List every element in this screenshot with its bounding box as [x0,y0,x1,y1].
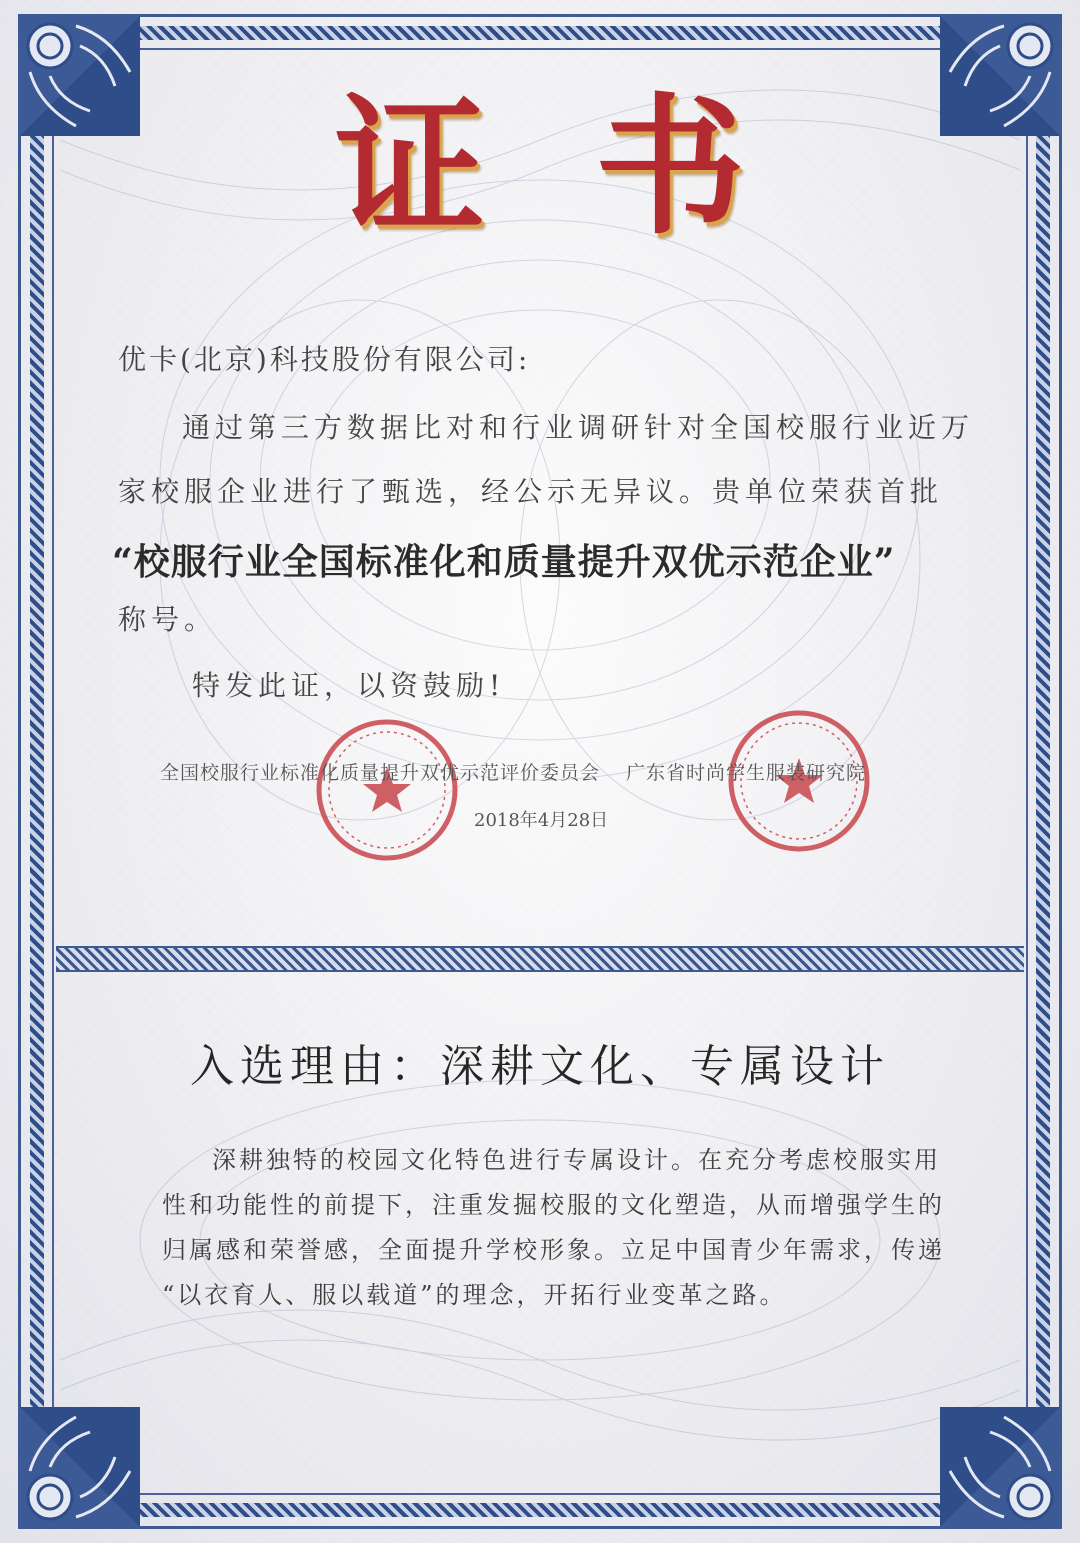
selection-paragraph-line: 归属感和荣誉感，全面提升学校形象。立足中国青少年需求，传递 [162,1236,945,1264]
corner-ornament-icon [940,1407,1060,1527]
selection-paragraph-line: “以衣育人、服以载道”的理念，开拓行业变革之路。 [162,1281,787,1309]
certificate-title: 证书 [334,79,855,255]
selection-heading: 入选理由：深耕文化、专属设计 [190,1041,890,1092]
body-line: 通过第三方数据比对和行业调研针对全国校服行业近万 [182,411,975,444]
honor-title: “校服行业全国标准化和质量提升双优示范企业” [112,541,896,583]
body-line: 家校服企业进行了甄选，经公示无异议。贵单位荣获首批 [118,475,944,508]
issuer-committee: 全国校服行业标准化质量提升双优示范评价委员会 [160,762,601,784]
issue-date: 2018年4月28日 [474,810,609,831]
selection-paragraph-line: 性和功能性的前提下，注重发掘校服的文化塑造，从而增强学生的 [162,1191,945,1219]
section-divider [56,946,1024,972]
recipient-name: 优卡(北京)科技股份有限公司: [118,343,531,376]
honor-suffix: 称号。 [118,603,218,636]
corner-ornament-icon [20,1407,140,1527]
selection-paragraph-line: 深耕独特的校园文化特色进行专属设计。在充分考虑校服实用 [212,1146,941,1174]
closing-text: 特发此证，以资鼓励! [192,669,506,702]
issuer-institute: 广东省时尚学生服装研究院 [626,762,867,784]
official-seal-icon [312,715,462,865]
issuer-line [160,758,866,785]
